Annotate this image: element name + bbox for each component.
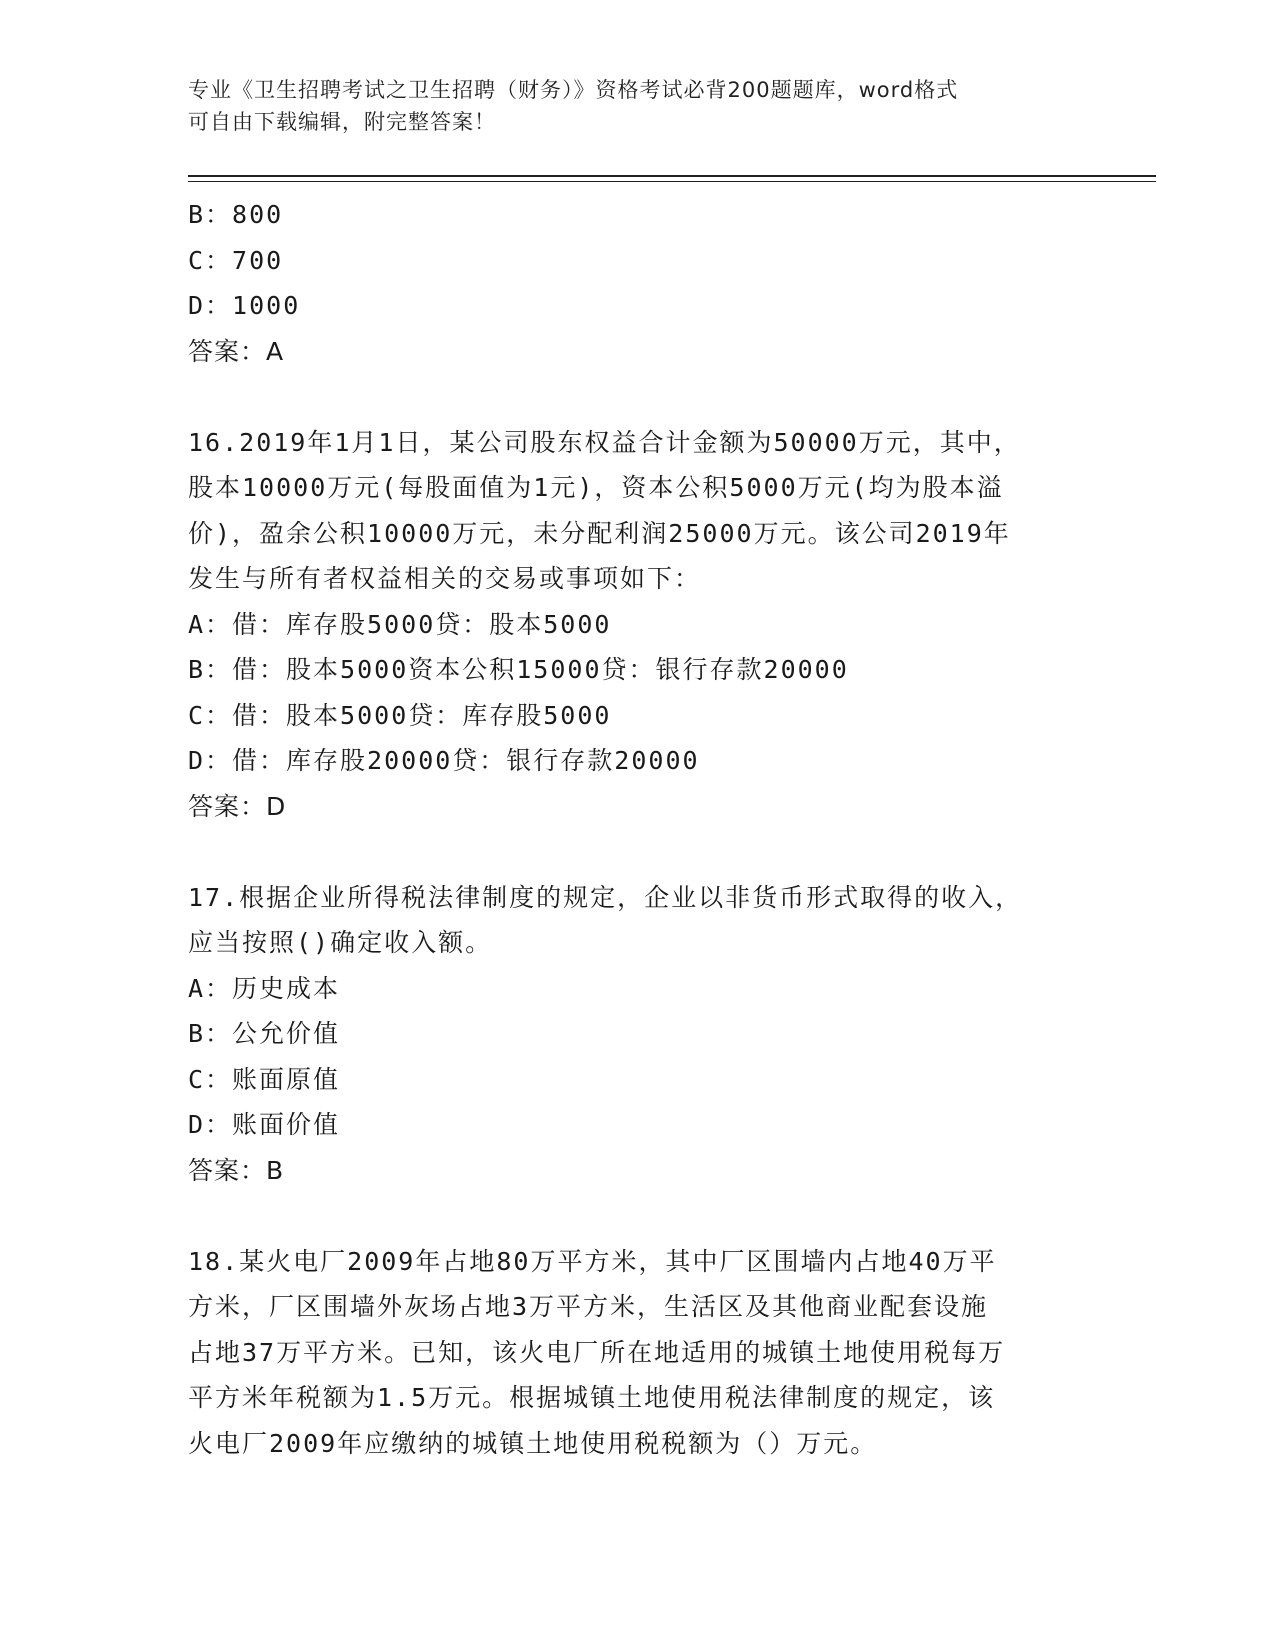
- option-a: A：历史成本: [188, 973, 341, 1003]
- header-rule-thick: [188, 175, 1156, 177]
- question-18: [188, 1239, 1068, 1467]
- question-text-line: 18.某火电厂2009年占地80万平方米，其中厂区围墙内占地40万平: [188, 1246, 997, 1276]
- option-d: D：账面价值: [188, 1110, 341, 1139]
- spacer: [188, 829, 1068, 875]
- question-text-line: 16.2019年1月1日，某公司股东权益合计金额为50000万元，其中，: [188, 427, 1021, 457]
- question-text-line: 占地37万平方米。已知，该火电厂所在地适用的城镇土地使用税每万: [188, 1337, 1006, 1367]
- question-text-line: 发生与所有者权益相关的交易或事项如下：: [188, 564, 702, 593]
- document-header: [188, 74, 1068, 138]
- answer-line: 答案：B: [188, 1155, 285, 1185]
- option-b: B：公允价值: [188, 1019, 341, 1048]
- answer-line: 答案：A: [188, 336, 285, 366]
- question-15-tail: [188, 192, 1068, 374]
- question-text-line: 股本10000万元(每股面值为1元)，资本公积5000万元(均为股本溢: [188, 473, 1004, 502]
- question-16: [188, 420, 1068, 830]
- option-a: A：借：库存股5000贷：股本5000: [188, 609, 612, 639]
- header-title-line2: 可自由下载编辑，附完整答案！: [188, 110, 496, 134]
- answer-line: 答案：D: [188, 791, 287, 821]
- option-b: B：800: [188, 200, 284, 229]
- question-text-line: 方米，厂区围墙外灰场占地3万平方米，生活区及其他商业配套设施: [188, 1292, 989, 1321]
- option-b: B：借：股本5000资本公积15000贷：银行存款20000: [188, 655, 849, 684]
- header-rule-thin: [188, 181, 1156, 182]
- document-body: [188, 192, 1068, 1466]
- question-text-line: 17.根据企业所得税法律制度的规定，企业以非货币形式取得的收入，: [188, 882, 1023, 912]
- option-d: D：1000: [188, 291, 301, 320]
- option-d: D：借：库存股20000贷：银行存款20000: [188, 746, 700, 775]
- spacer: [188, 374, 1068, 420]
- question-text-line: 火电厂2009年应缴纳的城镇土地使用税税额为（）万元。: [188, 1428, 878, 1458]
- spacer: [188, 1193, 1068, 1239]
- question-text-line: 价)，盈余公积10000万元，未分配利润25000万元。该公司2019年: [188, 518, 1011, 548]
- question-17: [188, 875, 1068, 1194]
- option-c: C：700: [188, 245, 284, 275]
- question-text-line: 应当按照()确定收入额。: [188, 928, 493, 957]
- question-text-line: 平方米年税额为1.5万元。根据城镇土地使用税法律制度的规定，该: [188, 1383, 996, 1412]
- header-title-line1: 专业《卫生招聘考试之卫生招聘（财务）》资格考试必背200题题库，word格式: [188, 78, 959, 102]
- option-c: C：账面原值: [188, 1064, 341, 1094]
- option-c: C：借：股本5000贷：库存股5000: [188, 700, 612, 730]
